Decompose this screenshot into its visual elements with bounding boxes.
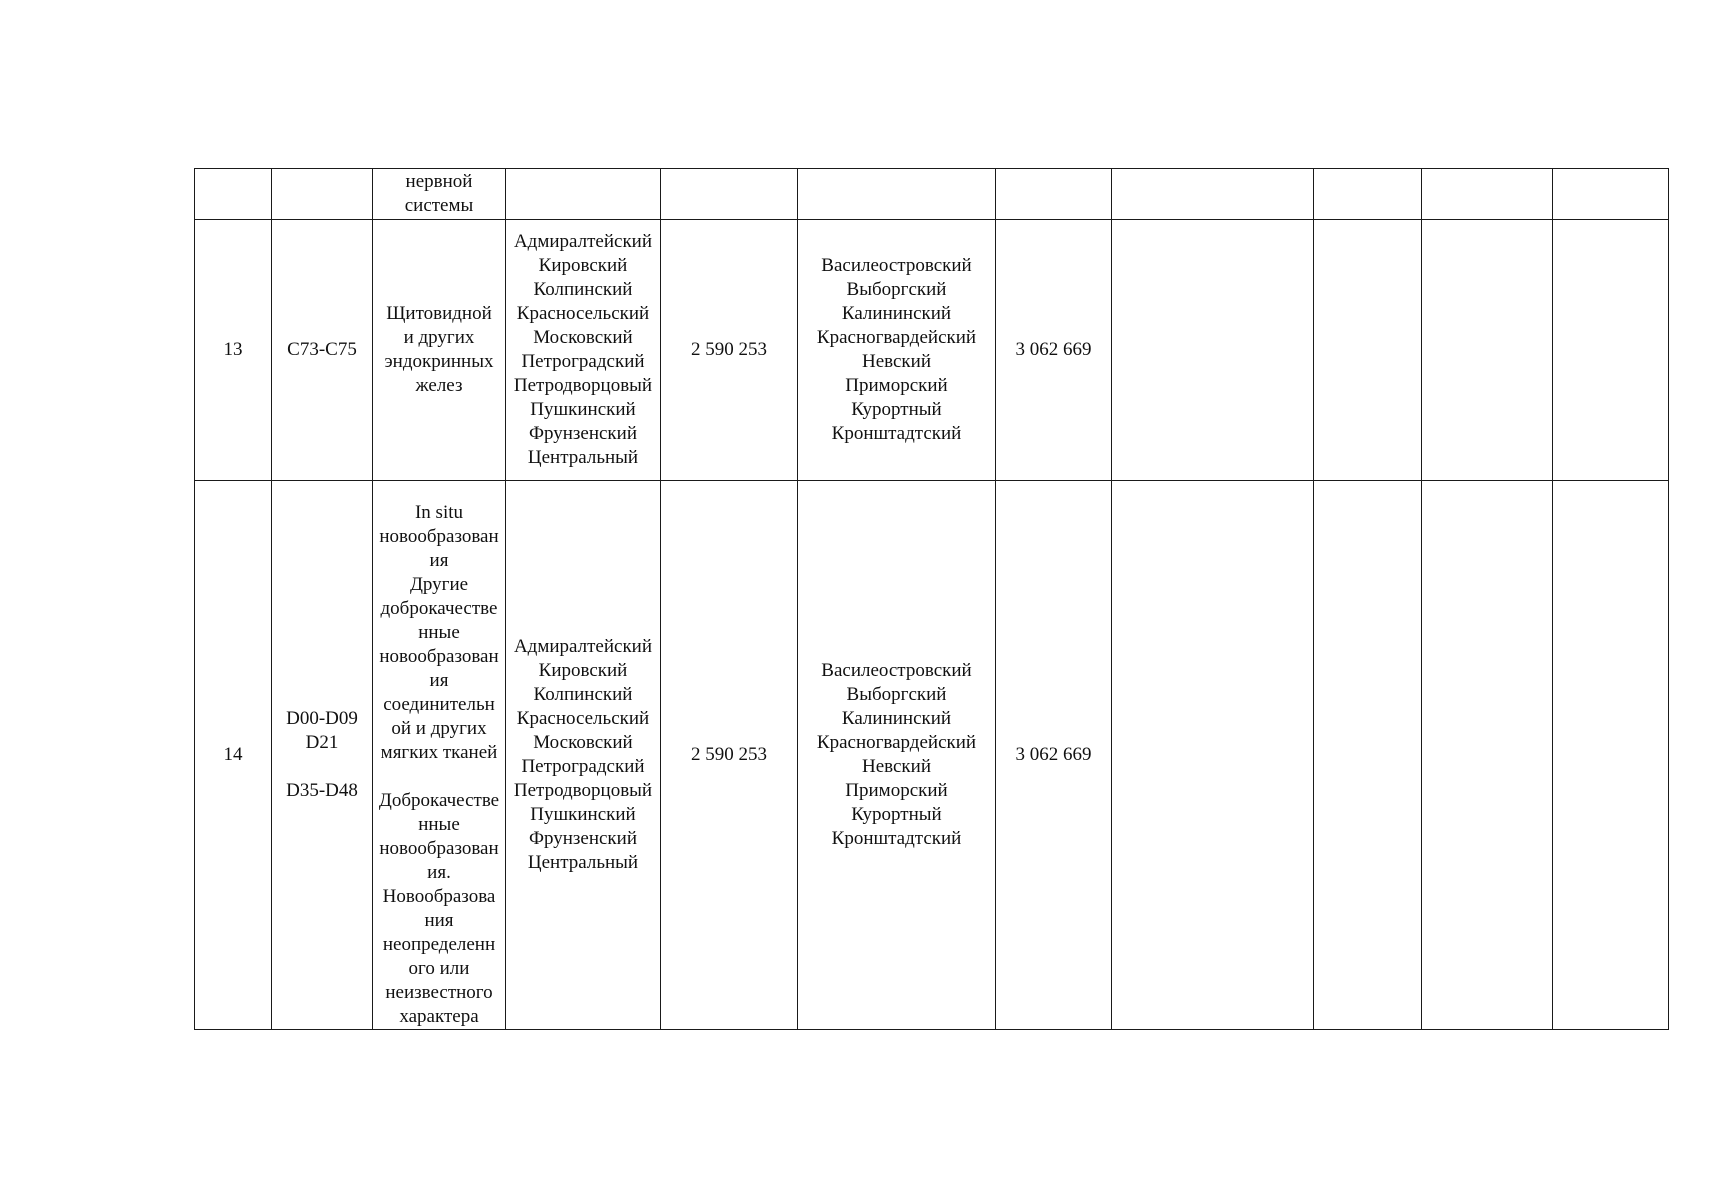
districts-group-a-cell xyxy=(506,169,661,220)
table-row xyxy=(195,481,1669,1030)
districts-group-a-cell: Адмиралтейский Кировский Колпинский Красносельский Московский Петроградский Петродворцовый Пушкинский Фрунзенский Центральный xyxy=(506,220,661,481)
table-row xyxy=(195,220,1669,481)
icd-code-cell: C73-C75 xyxy=(272,220,373,481)
empty-cell xyxy=(1553,220,1669,481)
empty-cell xyxy=(1422,220,1553,481)
empty-cell xyxy=(1112,220,1314,481)
districts-group-a-cell: Адмиралтейский Кировский Колпинский Красносельский Московский Петроградский Петродворцовый Пушкинский Фрунзенский Центральный xyxy=(506,481,661,1030)
row-number-cell: 14 xyxy=(195,481,272,1030)
icd-code-cell xyxy=(272,169,373,220)
table-row xyxy=(195,169,1669,220)
amount-a-cell: 2 590 253 xyxy=(661,481,798,1030)
districts-group-b-cell: Василеостровский Выборгский Калининский Красногвардейский Невский Приморский Курортный Кронштадтский xyxy=(798,481,996,1030)
empty-cell xyxy=(1314,169,1422,220)
amount-b-cell xyxy=(996,169,1112,220)
diagnosis-name-cell: In situ новообразован ия Другие доброкачестве нные новообразован ия соединительн ой и других мягких тканей Доброкачестве нные новообразован ия. Новообразова ния неопределенн ого или неизвестного характера xyxy=(373,481,506,1030)
amount-b-cell: 3 062 669 xyxy=(996,481,1112,1030)
row-number-cell xyxy=(195,169,272,220)
amount-a-cell xyxy=(661,169,798,220)
document-table xyxy=(194,168,1669,1030)
empty-cell xyxy=(1112,481,1314,1030)
empty-cell xyxy=(1422,481,1553,1030)
districts-group-b-cell xyxy=(798,169,996,220)
empty-cell xyxy=(1553,481,1669,1030)
diagnosis-name-cell: нервной системы xyxy=(373,169,506,220)
amount-b-cell: 3 062 669 xyxy=(996,220,1112,481)
empty-cell xyxy=(1112,169,1314,220)
row-number-cell: 13 xyxy=(195,220,272,481)
diagnosis-name-cell: Щитовидной и других эндокринных желез xyxy=(373,220,506,481)
districts-group-b-cell: Василеостровский Выборгский Калининский Красногвардейский Невский Приморский Курортный Кронштадтский xyxy=(798,220,996,481)
amount-a-cell: 2 590 253 xyxy=(661,220,798,481)
empty-cell xyxy=(1422,169,1553,220)
empty-cell xyxy=(1553,169,1669,220)
icd-code-cell: D00-D09 D21 D35-D48 xyxy=(272,481,373,1030)
empty-cell xyxy=(1314,220,1422,481)
empty-cell xyxy=(1314,481,1422,1030)
